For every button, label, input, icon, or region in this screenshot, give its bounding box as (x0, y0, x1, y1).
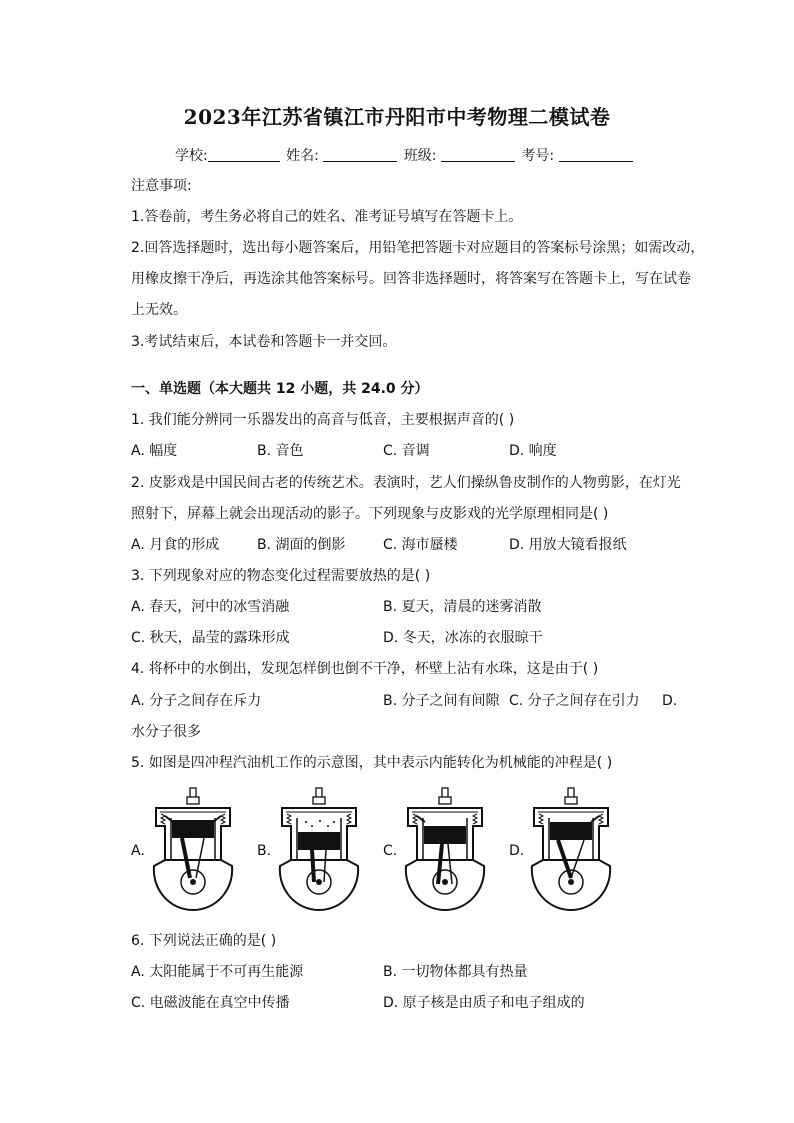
q2-stem-line1: 2. 皮影戏是中国民间古老的传统艺术。表演时，艺人们操纵鲁皮制作的人物剪影，在灯光 (131, 475, 681, 491)
q2-option-b[interactable]: B. 湖面的倒影 (257, 537, 346, 553)
engine-diagram-a (150, 786, 236, 912)
name-field[interactable] (323, 147, 397, 162)
page-title: 2023年江苏省镇江市丹阳市中考物理二模试卷 (183, 105, 611, 129)
q1-option-a[interactable]: A. 幅度 (131, 443, 178, 459)
q4-option-a[interactable]: A. 分子之间存在斥力 (131, 693, 262, 709)
name-label: 姓名: (286, 148, 319, 164)
q3-option-a[interactable]: A. 春天，河中的冰雪消融 (131, 599, 290, 615)
q2-option-c[interactable]: C. 海市蜃楼 (383, 537, 458, 553)
q5-stem: 5. 如图是四冲程汽油机工作的示意图，其中表示内能转化为机械能的冲程是( ) (131, 755, 613, 771)
q2-option-a[interactable]: A. 月食的形成 (131, 537, 220, 553)
section-heading: 一、单选题（本大题共 12 小题，共 24.0 分） (131, 381, 429, 397)
q4-stem: 4. 将杯中的水倒出，发现怎样倒也倒不干净，杯壁上沾有水珠，这是由于( ) (131, 661, 599, 677)
q1-stem: 1. 我们能分辨同一乐器发出的高音与低音，主要根据声音的( ) (131, 412, 515, 428)
q5-option-a[interactable]: A. (131, 843, 145, 859)
class-field[interactable] (441, 147, 515, 162)
q4-option-d[interactable]: D. (662, 693, 678, 709)
q1-option-c[interactable]: C. 音调 (383, 443, 430, 459)
q2-stem-line2: 照射下，屏幕上就会出现活动的影子。下列现象与皮影戏的光学原理相同是( ) (131, 506, 609, 522)
q3-option-c[interactable]: C. 秋天，晶莹的露珠形成 (131, 630, 290, 646)
number-label: 考号: (521, 148, 555, 164)
q3-stem: 3. 下列现象对应的物态变化过程需要放热的是( ) (131, 568, 431, 584)
notice-item-2-line2: 用橡皮擦干净后，再选涂其他答案标号。回答非选择题时，将答案写在答题卡上，写在试卷 (131, 271, 691, 287)
q3-option-b[interactable]: B. 夏天，清晨的迷雾消散 (383, 599, 542, 615)
q5-option-d[interactable]: D. (509, 843, 525, 859)
number-field[interactable] (559, 147, 633, 162)
notice-item-3: 3.考试结束后，本试卷和答题卡一并交回。 (131, 334, 397, 350)
engine-diagram-c (402, 786, 488, 912)
q5-option-c[interactable]: C. (383, 843, 398, 859)
q6-option-b[interactable]: B. 一切物体都具有热量 (383, 964, 528, 980)
q1-option-b[interactable]: B. 音色 (257, 443, 304, 459)
notice-heading: 注意事项: (131, 178, 192, 194)
q6-option-a[interactable]: A. 太阳能属于不可再生能源 (131, 964, 304, 980)
q6-stem: 6. 下列说法正确的是( ) (131, 933, 277, 949)
school-field[interactable] (208, 147, 280, 162)
school-label: 学校: (175, 148, 208, 164)
q5-option-b[interactable]: B. (257, 843, 272, 859)
class-label: 班级: (403, 148, 437, 164)
q4-option-b[interactable]: B. 分子之间有间隙 (383, 693, 500, 709)
q4-option-d-continued: 水分子很多 (131, 724, 201, 740)
student-info-line (175, 145, 635, 165)
notice-item-2-line1: 2.回答选择题时，选出每小题答案后，用铅笔把答题卡对应题目的答案标号涂黑；如需改动， (131, 240, 705, 256)
notice-item-1: 1.答卷前，考生务必将自己的姓名、准考证号填写在答题卡上。 (131, 209, 523, 225)
q3-option-d[interactable]: D. 冬天，冰冻的衣服晾干 (383, 630, 543, 646)
q1-option-d[interactable]: D. 响度 (509, 443, 557, 459)
engine-diagram-d (528, 786, 614, 912)
q2-option-d[interactable]: D. 用放大镜看报纸 (509, 537, 627, 553)
q6-option-d[interactable]: D. 原子核是由质子和电子组成的 (383, 995, 585, 1011)
notice-item-2-line3: 上无效。 (131, 302, 187, 318)
q6-option-c[interactable]: C. 电磁波能在真空中传播 (131, 995, 290, 1011)
engine-diagram-b (276, 786, 362, 912)
q4-option-c[interactable]: C. 分子之间存在引力 (509, 693, 640, 709)
